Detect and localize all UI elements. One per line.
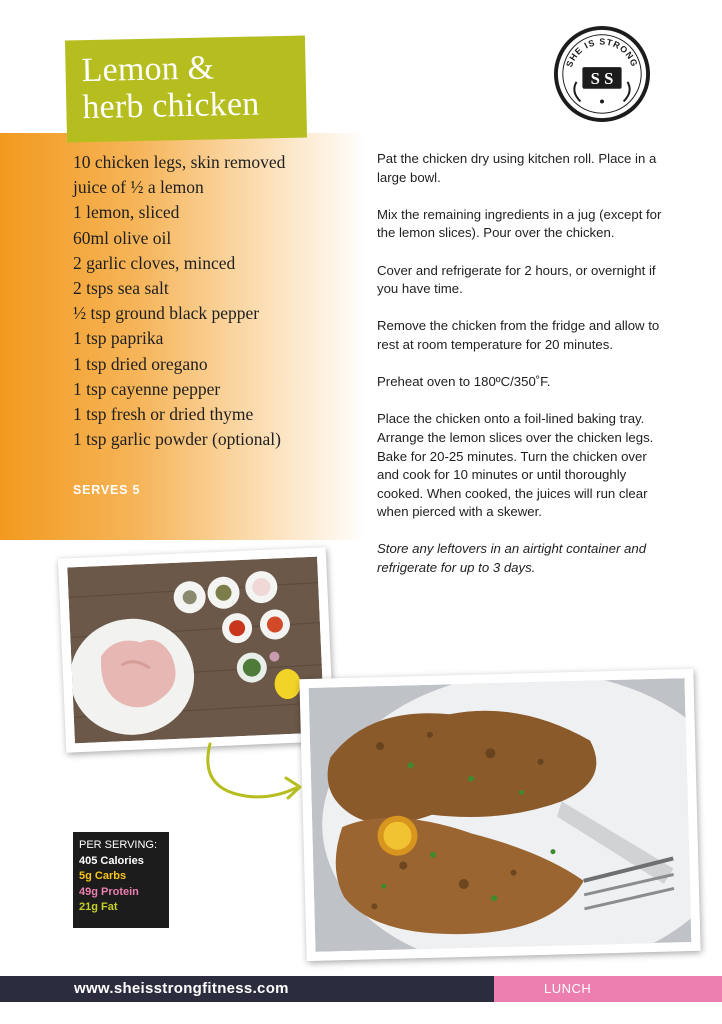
logo-monogram: S S <box>590 68 614 88</box>
arrow-icon <box>196 738 316 808</box>
recipe-title-line1: Lemon & <box>81 49 215 90</box>
cooked-chicken-photo-image <box>309 678 692 952</box>
ingredient-item: 1 tsp dried oregano <box>73 353 208 374</box>
page-footer <box>0 976 722 1002</box>
storage-note: Store any leftovers in an airtight container and refrigerate for up to 3 days. <box>377 541 647 576</box>
method-step: Pat the chicken dry using kitchen roll. Place in a large bowl. <box>377 151 657 185</box>
section-label: LUNCH <box>494 976 722 1002</box>
nutrition-protein: 49g Protein <box>79 885 139 898</box>
ingredient-item: 1 tsp paprika <box>73 328 164 349</box>
ingredient-item: ½ tsp ground black pepper <box>73 303 260 324</box>
website-link[interactable]: www.sheisstrongfitness.com <box>0 976 494 1002</box>
ingredients-photo <box>58 547 334 753</box>
nutrition-fat: 21g Fat <box>79 901 118 913</box>
ingredients-photo-image <box>67 557 324 744</box>
ingredient-item: 1 tsp cayenne pepper <box>73 378 221 399</box>
ingredient-item: 1 tsp fresh or dried thyme <box>73 404 254 425</box>
recipe-title <box>81 48 295 126</box>
ingredient-item: 60ml olive oil <box>73 227 172 248</box>
recipe-title-box <box>65 35 307 142</box>
ingredient-item: 2 garlic cloves, minced <box>73 252 236 273</box>
method-step: Cover and refrigerate for 2 hours, or overnight if you have time. <box>377 262 656 297</box>
ingredient-item: juice of ½ a lemon <box>73 177 204 198</box>
serves-label: SERVES 5 <box>73 483 141 497</box>
nutrition-calories: 405 Calories <box>79 854 144 867</box>
recipe-title-line2: herb chicken <box>81 85 260 127</box>
method-step: Remove the chicken from the fridge and allow to rest at room temperature for 20 minutes. <box>377 318 660 352</box>
nutrition-label: PER SERVING: <box>79 839 158 851</box>
method-step: Place the chicken onto a foil-lined baking tray. Arrange the lemon slices over the chicken legs. Bake for 20-25 minutes. Turn the chicken over and cook for 10 minutes or until thoroughly cooked. When cooked, the juices will run clear when pierced with a skewer. <box>377 411 654 520</box>
ingredient-item: 2 tsps sea salt <box>73 278 169 299</box>
method-steps <box>377 150 667 596</box>
method-step: Preheat oven to 180ºC/350˚F. <box>377 374 551 390</box>
method-step: Mix the remaining ingredients in a jug (except for the lemon slices). Pour over the chicken. <box>377 206 662 241</box>
nutrition-box <box>73 832 169 928</box>
cooked-chicken-photo <box>299 669 700 961</box>
she-is-strong-logo <box>553 25 651 123</box>
ingredients-list <box>73 150 363 452</box>
ingredient-item: 1 tsp garlic powder (optional) <box>73 429 282 450</box>
ingredient-item: 1 lemon, sliced <box>73 202 180 223</box>
nutrition-carbs: 5g Carbs <box>79 870 127 882</box>
logo-arc-text: SHE IS STRONG <box>564 36 640 69</box>
ingredient-item: 10 chicken legs, skin removed <box>73 152 286 172</box>
